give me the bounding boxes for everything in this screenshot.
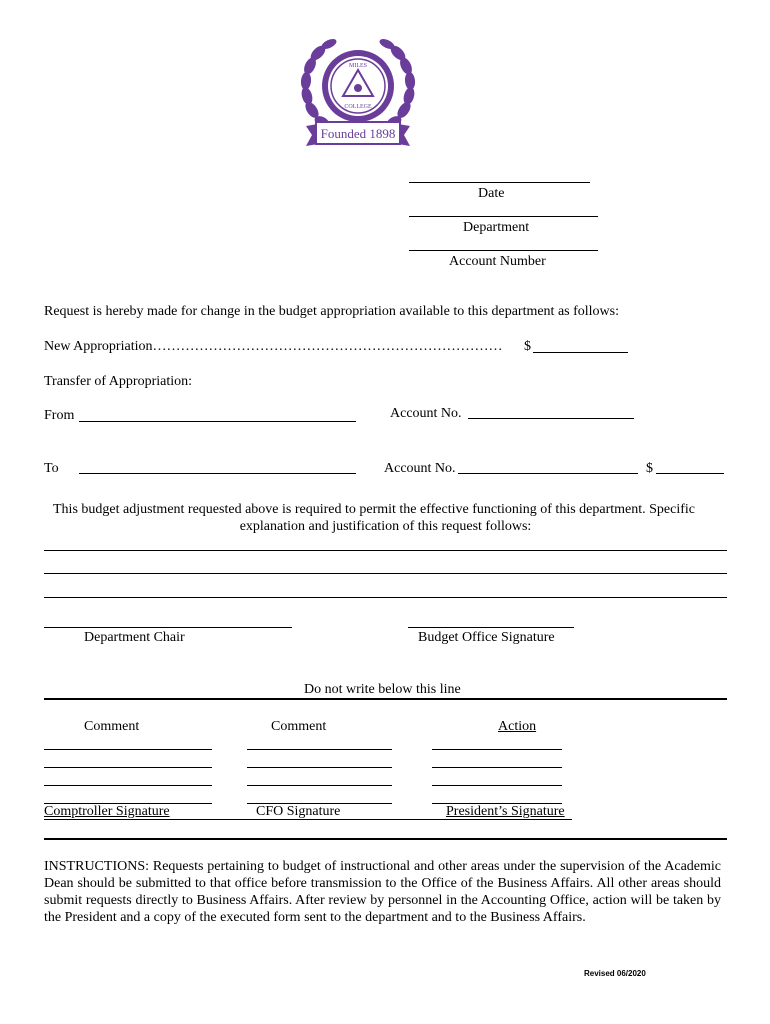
president-signature-label: President’s Signature [446, 804, 565, 819]
department-chair-label: Department Chair [84, 630, 185, 645]
comptroller-signature-label: Comptroller Signature [44, 804, 170, 819]
do-not-write-label: Do not write below this line [304, 682, 461, 697]
divider-bottom [44, 838, 727, 840]
comment-1-line-3[interactable] [44, 785, 212, 786]
to-dollar-sign: $ [646, 461, 653, 476]
justification-line-3[interactable] [44, 597, 727, 598]
department-chair-line[interactable] [44, 627, 292, 628]
to-account-no-label: Account No. [384, 461, 456, 476]
action-line-3[interactable] [432, 785, 562, 786]
seal-graphic [296, 34, 420, 150]
justification-line-2[interactable] [44, 573, 727, 574]
justification-text-1: This budget adjustment requested above is required to permit the effective functioning of this department. Specific [53, 502, 695, 517]
instructions-text: INSTRUCTIONS: Requests pertaining to budget of instructional and other areas under the supervision of the Academic Dean should be submitted to that office before transmission to the Office of the Business Affairs. All other areas should submit requests directly to Business Affairs. After review by personnel in the Accounting Office, action will be taken by the President and a copy of the executed form sent to the department and to the Business Affairs. [44, 859, 721, 925]
justification-text-2: explanation and justification of this request follows: [239, 519, 532, 534]
transfer-heading: Transfer of Appropriation: [44, 374, 193, 389]
to-amount-line[interactable] [656, 473, 724, 474]
new-appropriation-dollar: $ [524, 339, 531, 354]
from-label: From [44, 408, 75, 423]
action-line-1[interactable] [432, 749, 562, 750]
budget-office-label: Budget Office Signature [418, 630, 555, 645]
seal-top-text: MILES [349, 63, 367, 69]
from-account-no-line[interactable] [468, 418, 634, 419]
revised-label: Revised 06/2020 [584, 969, 646, 978]
request-intro: Request is hereby made for change in the budget appropriation available to this department as follows: [44, 304, 619, 319]
from-account-no-label: Account No. [390, 406, 462, 421]
cfo-signature-label: CFO Signature [256, 804, 341, 819]
comment-1-label: Comment [84, 719, 140, 734]
date-label: Date [478, 186, 505, 201]
comment-2-label: Comment [271, 719, 327, 734]
date-line[interactable] [409, 182, 590, 183]
from-line[interactable] [79, 421, 356, 422]
action-line-2[interactable] [432, 767, 562, 768]
account-number-label: Account Number [449, 254, 546, 269]
department-line[interactable] [409, 216, 598, 217]
comment-2-line-2[interactable] [247, 767, 392, 768]
comment-2-line-1[interactable] [247, 749, 392, 750]
seal-banner-text: Founded 1898 [320, 126, 396, 141]
seal-bottom-text: COLLEGE [344, 104, 372, 110]
comment-1-line-1[interactable] [44, 749, 212, 750]
action-label: Action [498, 719, 537, 734]
comment-2-line-3[interactable] [247, 785, 392, 786]
to-label: To [44, 461, 59, 476]
college-seal [296, 34, 420, 150]
signature-baseline [44, 819, 572, 820]
budget-office-line[interactable] [408, 627, 574, 628]
new-appropriation-label: New Appropriation………………………………………………………………… [44, 339, 503, 354]
department-label: Department [463, 220, 530, 235]
new-appropriation-amount-line[interactable] [533, 352, 628, 353]
divider-top [44, 698, 727, 700]
to-account-no-line[interactable] [458, 473, 638, 474]
account-number-line[interactable] [409, 250, 598, 251]
comment-1-line-2[interactable] [44, 767, 212, 768]
justification-line-1[interactable] [44, 550, 727, 551]
to-line[interactable] [79, 473, 356, 474]
